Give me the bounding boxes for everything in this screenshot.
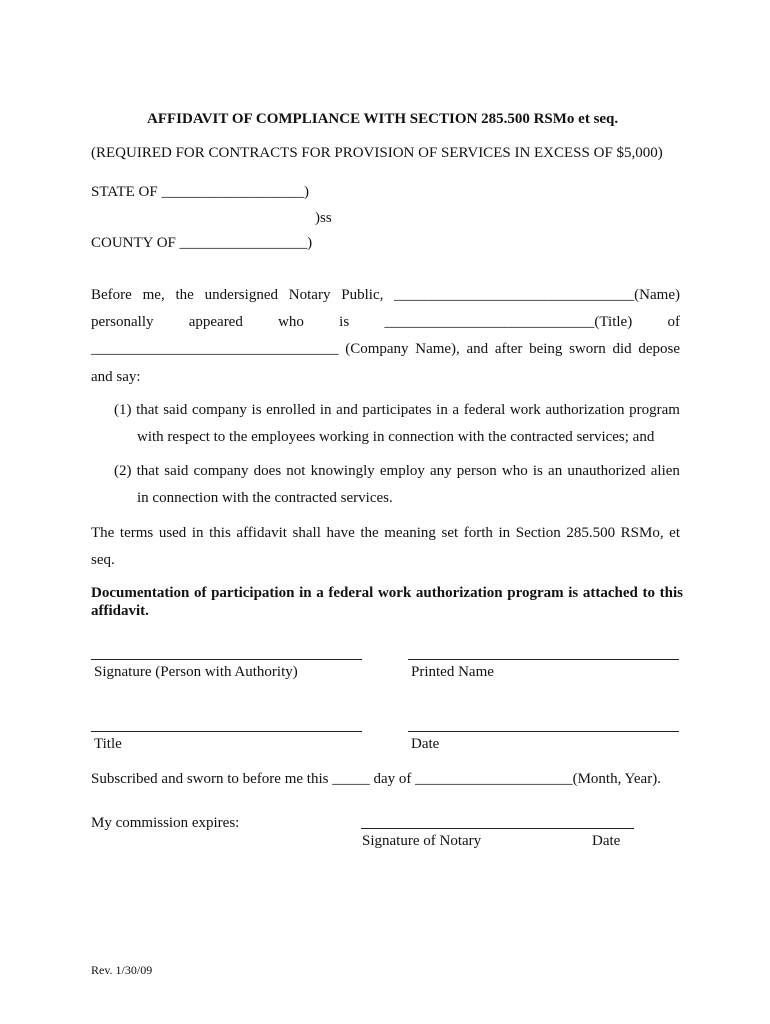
terms-word: 285.500 xyxy=(566,525,616,541)
printed-name-label: Printed Name xyxy=(411,664,494,680)
ss-marker: )ss xyxy=(315,210,332,226)
intro-word: did xyxy=(612,341,632,357)
clause-word: and xyxy=(336,402,358,418)
notary-name-blank: ________________________________(Name) xyxy=(394,287,680,303)
terms-word: terms xyxy=(119,525,154,541)
clause-word: knowingly xyxy=(310,463,375,479)
title-blank: ____________________________(Title) xyxy=(384,314,633,330)
intro-word: Name), xyxy=(415,341,460,357)
notary-signature-label: Signature of Notary xyxy=(362,833,482,849)
intro-word: Public, xyxy=(341,287,384,303)
clause-word: that xyxy=(136,463,160,479)
terms-word: used xyxy=(158,525,187,541)
intro-word: being xyxy=(529,341,563,357)
intro-word: depose xyxy=(638,341,680,357)
clause-word: said xyxy=(164,463,189,479)
intro-word: me, xyxy=(142,287,165,303)
terms-word: this xyxy=(209,525,231,541)
intro-word: of xyxy=(667,314,680,330)
notary-date-label: Date xyxy=(592,833,621,849)
title-label: Title xyxy=(94,736,122,752)
document-subtitle: (REQUIRED FOR CONTRACTS FOR PROVISION OF SERVICES IN EXCESS OF $5,000) xyxy=(91,145,663,161)
terms-word: set xyxy=(441,525,459,541)
clause-word: is xyxy=(251,402,262,418)
clause-word: company xyxy=(191,402,247,418)
clause-word: alien xyxy=(650,463,680,479)
terms-word: have xyxy=(326,525,355,541)
intro-line-2 xyxy=(91,313,680,331)
intro-line-3 xyxy=(91,340,680,358)
clause-word: person xyxy=(456,463,497,479)
clause-word: federal xyxy=(463,402,506,418)
clause-word: (2) xyxy=(114,463,132,479)
clause-word: said xyxy=(163,402,188,418)
clause-2-line-1 xyxy=(114,462,680,480)
clause-word: company xyxy=(193,463,249,479)
clause-word: unauthorized xyxy=(567,463,646,479)
intro-word: Notary xyxy=(288,287,331,303)
terms-line-2: seq. xyxy=(91,552,115,568)
signature-line xyxy=(91,659,362,660)
intro-word: after xyxy=(494,341,523,357)
intro-word: sworn xyxy=(569,341,606,357)
intro-word: Before xyxy=(91,287,132,303)
intro-word: the xyxy=(175,287,194,303)
documentation-notice: Documentation of participation in a federal work authorization program is attached to this affidavit. xyxy=(91,585,683,619)
commission-expires: My commission expires: xyxy=(91,815,240,831)
intro-word: appeared xyxy=(188,314,243,330)
clause-word: any xyxy=(430,463,452,479)
notary-signature-line xyxy=(361,828,634,829)
terms-line-1 xyxy=(91,524,680,542)
clause-word: not xyxy=(286,463,306,479)
date-line xyxy=(408,731,679,732)
company-name-blank: _________________________________ xyxy=(91,341,339,357)
intro-word: is xyxy=(339,314,350,330)
clause-word: (1) xyxy=(114,402,132,418)
clause-word: authorization xyxy=(545,402,625,418)
clause-word: in xyxy=(319,402,332,418)
clause-word: in xyxy=(436,402,448,418)
intro-word: (Company xyxy=(345,341,409,357)
terms-word: shall xyxy=(292,525,321,541)
terms-word: Section xyxy=(515,525,561,541)
terms-word: in xyxy=(191,525,204,541)
clause-1-line-2: with respect to the employees working in connection with the contracted services; and xyxy=(137,429,655,445)
clause-word: an xyxy=(548,463,563,479)
clause-word: participates xyxy=(362,402,432,418)
terms-word: The xyxy=(91,525,115,541)
signature-label: Signature (Person with Authority) xyxy=(94,664,298,680)
date-label: Date xyxy=(411,736,440,752)
state-of-line: STATE OF ___________________) xyxy=(91,184,309,200)
document-title: AFFIDAVIT OF COMPLIANCE WITH SECTION 285.500 RSMo et seq. xyxy=(147,111,619,127)
printed-name-line xyxy=(408,659,679,660)
terms-word: in xyxy=(498,525,511,541)
title-line xyxy=(91,731,362,732)
intro-word: undersigned xyxy=(204,287,278,303)
intro-word: personally xyxy=(91,314,154,330)
clause-word: a xyxy=(452,402,460,418)
clause-word: work xyxy=(509,402,541,418)
terms-word: meaning xyxy=(384,525,436,541)
clause-word: employ xyxy=(379,463,425,479)
intro-word: who xyxy=(278,314,304,330)
clause-1-line-1 xyxy=(114,401,680,419)
clause-2-line-2: in connection with the contracted services. xyxy=(137,490,393,506)
terms-word: et xyxy=(669,525,680,541)
subscribed-line: Subscribed and sworn to before me this _____ day of _____________________(Month, Year). xyxy=(91,771,661,787)
intro-line-4: and say: xyxy=(91,369,141,385)
intro-line-1 xyxy=(91,286,680,304)
county-of-line: COUNTY OF _________________) xyxy=(91,235,313,251)
clause-word: who xyxy=(501,463,528,479)
clause-word: program xyxy=(629,402,680,418)
clause-word: is xyxy=(532,463,543,479)
clause-word: does xyxy=(253,463,282,479)
intro-word: and xyxy=(466,341,489,357)
clause-word: that xyxy=(136,402,159,418)
terms-word: the xyxy=(360,525,379,541)
terms-word: RSMo, xyxy=(620,525,664,541)
terms-word: forth xyxy=(463,525,493,541)
revision-note: Rev. 1/30/09 xyxy=(91,963,153,977)
clause-word: enrolled xyxy=(266,402,316,418)
terms-word: affidavit xyxy=(236,525,287,541)
